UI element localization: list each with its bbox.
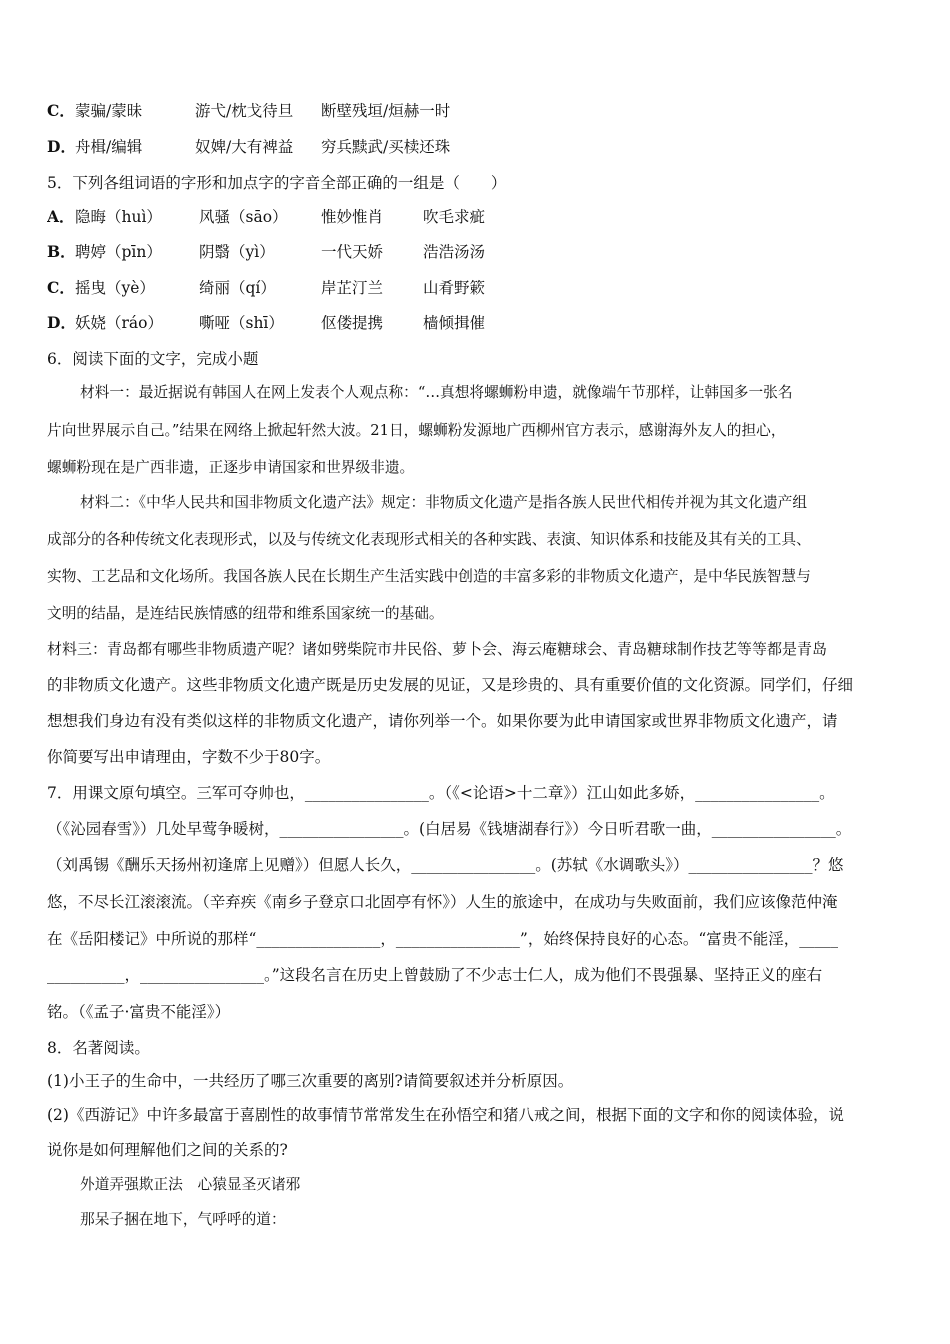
option-item: 绮丽（qí） (199, 279, 276, 297)
q7-line: （《沁园春雪》）几处早莺争暖树，________________。(白居易《钱塘湖春行》）今日听君歌一曲，________________。 (47, 820, 852, 838)
option-item: 樯倾揖催 (423, 314, 486, 332)
option-item: 断壁残垣/烜赫一时 (321, 102, 451, 120)
option-letter: D． (47, 137, 76, 156)
q7-line: （刘禹锡《酬乐天扬州初逢席上见赠》）但愿人长久，________________。(苏轼《水调歌头》）________________？悠 (47, 856, 844, 874)
q7-line: 7．用课文原句填空。三军可夺帅也，________________。（《<论语>十二章》）江山如此多娇，________________。 (47, 784, 835, 802)
option-letter: C． (47, 101, 75, 120)
option-item: 妖娆（ráo） (75, 314, 163, 332)
option-c-prev (47, 100, 907, 122)
option-d-prev (47, 136, 907, 158)
q6-material3-line: 想想我们身边有没有类似这样的非物质文化遗产，请你列举一个。如果你要为此申请国家或世界非物质文化遗产，请 (47, 712, 838, 730)
q6-material3-line: 你简要写出申请理由，字数不少于80字。 (47, 748, 331, 766)
option-item: 隐晦（huì） (75, 208, 162, 226)
q6-material3-line: 的非物质文化遗产。这些非物质文化遗产既是历史发展的见证，又是珍贵的、具有重要价值的文化资源。同学们，仔细 (47, 676, 854, 694)
q7-line: 铭。（《孟子·富贵不能淫》） (47, 1003, 231, 1021)
option-item: 伛偻提携 (321, 314, 384, 332)
q6-material1-line: 材料一：最近据说有韩国人在网上发表个人观点称：“…真想将螺蛳粉申遗，就像端午节那样，让韩国多一张名 (80, 384, 793, 401)
option-item: 摇曳（yè） (75, 279, 155, 297)
option-letter: A． (47, 207, 75, 226)
q7-line: 在《岳阳楼记》中所说的那样“________________，________________”，始终保持良好的心态。“富贵不能淫，_____ (47, 930, 839, 948)
q6-material2-line: 实物、工艺品和文化场所。我国各族人民在长期生产生活实践中创造的丰富多彩的非物质文化遗产，是中华民族智慧与 (47, 568, 811, 585)
option-item: 穷兵黩武/买椟还珠 (321, 138, 451, 156)
option-item: 舟楫/编辑 (75, 138, 143, 156)
option-item: 蒙骗/蒙昧 (75, 102, 143, 120)
option-item: 一代天娇 (321, 243, 384, 261)
q6-material2-line: 文明的结晶，是连结民族情感的纽带和维系国家统一的基础。 (47, 605, 444, 622)
option-letter: B． (47, 242, 76, 261)
option-item: 奴婢/大有裨益 (195, 138, 294, 156)
q6-material2-line: 材料二：《中华人民共和国非物质文化遗产法》规定：非物质文化遗产是指各族人民世代相传并视为其文化遗产组 (80, 494, 808, 511)
q8-subquestion: (1)小王子的生命中，一共经历了哪三次重要的离别?请简要叙述并分析原因。 (47, 1072, 574, 1090)
q7-line: __________，________________。”这段名言在历史上曾鼓励了不少志士仁人，成为他们不畏强暴、坚持正义的座右 (47, 966, 823, 984)
q6-material1-line: 片向世界展示自己。”结果在网络上掀起轩然大波。21日，螺蛳粉发源地广西柳州官方表示，感谢海外友人的担心， (47, 422, 786, 439)
q6-material3-line: 材料三：青岛都有哪些非物质遗产呢？诸如劈柴院市井民俗、萝卜会、海云庵糖球会、青岛糖球制作技艺等等都是青岛 (47, 640, 828, 658)
option-letter: C． (47, 278, 75, 297)
q8-subquestion: 说你是如何理解他们之间的关系的? (47, 1141, 288, 1159)
q5-option-d (47, 312, 907, 334)
q8-stem: 8．名著阅读。 (47, 1039, 150, 1057)
option-item: 惟妙惟肖 (321, 208, 384, 226)
option-item: 山肴野簌 (423, 279, 486, 297)
q6-material2-line: 成部分的各种传统文化表现形式，以及与传统文化表现形式相关的各种实践、表演、知识体系和技能及其有关的工具、 (47, 531, 811, 548)
option-item: 嘶哑（shī） (199, 314, 284, 332)
q6-material1-line: 螺蛳粉现在是广西非遗，正逐步申请国家和世界级非遗。 (47, 459, 415, 476)
q8-excerpt-title: 外道弄强欺正法 心猿显圣灭诸邪 (80, 1176, 301, 1193)
q5-stem: 5．下列各组词语的字形和加点字的字音全部正确的一组是（ ） (47, 174, 507, 192)
q6-stem: 6．阅读下面的文字，完成小题 (47, 350, 259, 368)
q8-subquestion: (2)《西游记》中许多最富于喜剧性的故事情节常常发生在孙悟空和猪八戒之间，根据下面的文字和你的阅读体验，说 (47, 1106, 844, 1124)
option-item: 聘婷（pīn） (75, 243, 162, 261)
q5-option-b (47, 241, 907, 263)
q7-line: 悠，不尽长江滚滚流。（辛弃疾《南乡子登京口北固亭有怀》）人生的旅途中，在成功与失败面前，我们应该像范仲淹 (47, 893, 838, 911)
option-item: 浩浩汤汤 (423, 243, 486, 261)
q5-option-a (47, 206, 907, 228)
option-item: 游弋/枕戈待旦 (195, 102, 294, 120)
q8-excerpt-line: 那呆子捆在地下，气呼呼的道： (80, 1211, 286, 1228)
option-item: 阴翳（yì） (199, 243, 275, 261)
option-item: 岸芷汀兰 (321, 279, 384, 297)
option-letter: D． (47, 313, 76, 332)
option-item: 吹毛求疵 (423, 208, 486, 226)
option-item: 风骚（sāo） (199, 208, 288, 226)
q5-option-c (47, 277, 907, 299)
